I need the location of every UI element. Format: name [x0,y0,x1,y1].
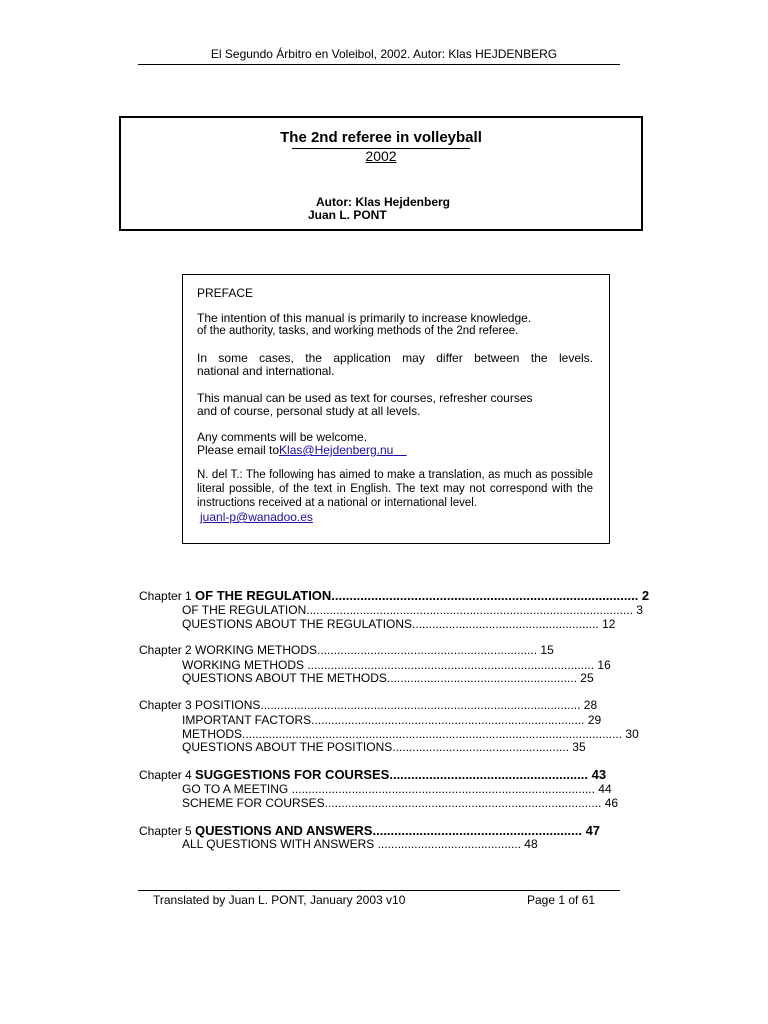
preface-p5-line1: N. del T.: The following has aimed to make a translation, as much as possible [197,469,593,481]
preface-p5-line2: literal possible, of the text in English. The text may not correspond with the [197,483,593,495]
toc-chapter-1[interactable] [139,588,649,603]
preface-heading: PREFACE [197,286,254,300]
preface-p2-line2: national and international. [197,364,335,378]
toc-entry[interactable]: QUESTIONS ABOUT THE REGULATIONS........................................................ 12 [182,617,616,631]
translator-email-link[interactable] [200,510,313,524]
title-box [119,116,643,231]
preface-p5-line3: instructions received at a national or international level. [197,497,477,509]
translator-name: Juan L. PONT [308,208,387,222]
chapter-prefix: Chapter 5 [139,824,196,838]
toc-entry[interactable]: SCHEME FOR COURSES................................................................................... 46 [182,796,619,810]
email-underline-pad [393,443,406,457]
header-rule [138,64,620,65]
toc-entry[interactable]: WORKING METHODS ...................................................................................... 16 [182,658,611,672]
chapter-title: OF THE REGULATION..................................................................................... 2 [195,588,650,603]
toc-entry[interactable]: GO TO A MEETING ........................................................................................... 44 [182,782,612,796]
toc-entry[interactable]: IMPORTANT FACTORS.................................................................................. 29 [182,713,602,727]
running-header: El Segundo Árbitro en Voleibol, 2002. Autor: Klas HEJDENBERG [210,47,558,61]
preface-p1-line1: The intention of this manual is primarily to increase knowledge. [197,311,532,325]
page-number: Page 1 of 61 [527,893,596,907]
preface-p4-line1: Any comments will be welcome. [197,430,368,444]
translator-email-text[interactable]: juanl-p@wanadoo.es [200,510,313,524]
preface-p3-line2: and of course, personal study at all levels. [197,404,421,418]
toc-entry[interactable]: METHODS.................................................................................................................. 30 [182,727,639,741]
chapter-title: WORKING METHODS.................................................................. 15 [195,643,554,657]
chapter-title: QUESTIONS AND ANSWERS.......................................................... 47 [195,823,601,838]
document-year: 2002 [365,148,397,164]
toc-chapter-5[interactable] [139,823,600,838]
preface-p3-line1: This manual can be used as text for courses, refresher courses [197,391,533,405]
toc-entry[interactable]: ALL QUESTIONS WITH ANSWERS ........................................... 48 [182,837,538,851]
toc-entry[interactable]: OF THE REGULATION.................................................................................................. 3 [182,603,643,617]
chapter-prefix: Chapter 1 [139,589,196,603]
author-email-link[interactable]: Klas@Hejdenberg.nu [279,443,394,457]
preface-p4-line2 [197,443,407,457]
footer-rule [138,890,620,891]
author-name: Autor: Klas Hejdenberg [316,195,451,209]
toc-entry[interactable]: QUESTIONS ABOUT THE METHODS......................................................... 25 [182,671,594,685]
chapter-prefix: Chapter 2 [139,643,196,657]
chapter-title: POSITIONS................................................................................................ 28 [195,698,598,712]
toc-chapter-4[interactable] [139,767,606,782]
preface-p2-line1: In some cases, the application may differ between the levels. [197,351,593,365]
chapter-prefix: Chapter 3 [139,698,196,712]
toc-chapter-2[interactable] [139,643,554,657]
preface-p1-line2: of the authority, tasks, and working methods of the 2nd referee. [197,325,519,337]
email-prefix: Please email to [197,443,280,457]
chapter-title: SUGGESTIONS FOR COURSES....................................................... 43 [195,767,607,782]
toc-entry[interactable]: QUESTIONS ABOUT THE POSITIONS..................................................... 35 [182,740,586,754]
document-title: The 2nd referee in volleyball [280,129,482,146]
chapter-prefix: Chapter 4 [139,768,196,782]
toc-chapter-3[interactable] [139,698,597,712]
preface-box [182,274,610,544]
footer-translation-credit: Translated by Juan L. PONT, January 2003 v10 [153,893,406,907]
